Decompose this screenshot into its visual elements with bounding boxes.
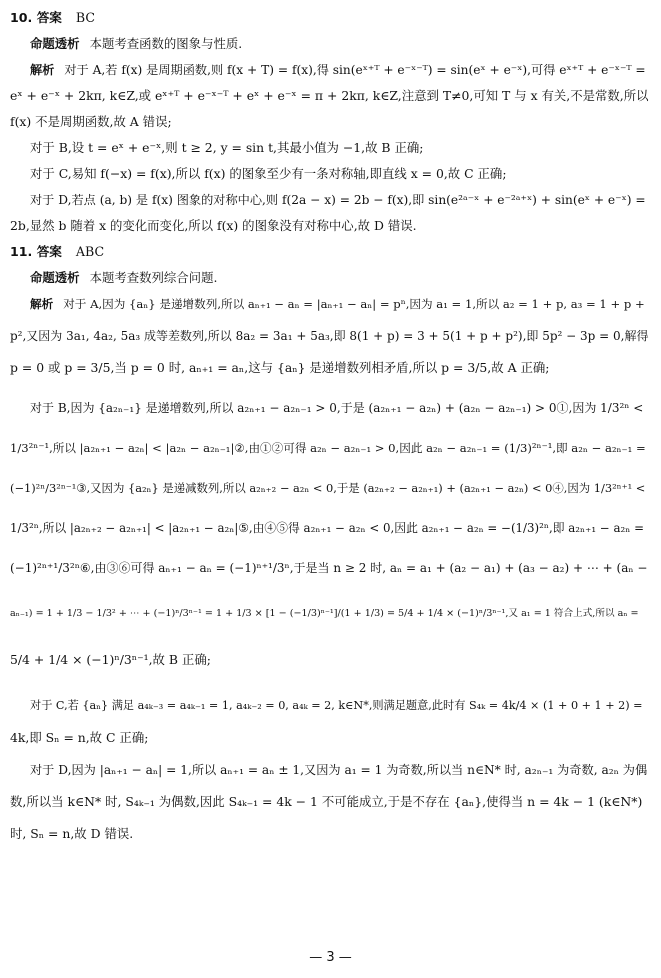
q11-header	[10, 244, 651, 260]
q10-line-4: 对于 C,易知 f(−x) = f(x),所以 f(x) 的图象至少有一条对称轴,即直线 x = 0,故 C 正确;	[30, 166, 507, 181]
q11-line-10: 对于 C,若 {aₙ} 满足 a₄ₖ₋₃ = a₄ₖ₋₁ = 1, a₄ₖ₋₂ = 0, a₄ₖ = 2, k∈N*,则满足题意,此时有 S₄ₖ = 4k/4 × (1 + 0 + 1 + 2) =	[30, 699, 643, 712]
q10-answer: BC	[75, 10, 96, 25]
q10-line-0: 对于 A,若 f(x) 是周期函数,则 f(x + T) = f(x),得 sin(eˣ⁺ᵀ + e⁻ˣ⁻ᵀ) = sin(eˣ + e⁻ˣ),可得 eˣ⁺ᵀ + e⁻ˣ⁻ᵀ =	[64, 63, 646, 77]
q10-line-1: eˣ + e⁻ˣ + 2kπ, k∈Z,或 eˣ⁺ᵀ + e⁻ˣ⁻ᵀ + eˣ + e⁻ˣ = π + 2kπ, k∈Z,注意到 T≠0,可知 T 与 x 有关,不是常数,所以	[10, 88, 649, 103]
q10-analysis	[10, 36, 651, 52]
q10-line-2: f(x) 不是周期函数,故 A 错误;	[10, 114, 172, 129]
q10-line-3: 对于 B,设 t = eˣ + e⁻ˣ,则 t ≥ 2, y = sin t,其最小值为 −1,故 B 正确;	[30, 140, 424, 155]
q11-line-11: 4k,即 Sₙ = n,故 C 正确;	[10, 730, 149, 745]
q11-analysis-text: 本题考查数列综合问题.	[89, 270, 218, 285]
q10-number: 10. 答案	[10, 10, 62, 25]
q11-line-1: p²,又因为 3a₁, 4a₂, 5a₃ 成等差数列,所以 8a₂ = 3a₁ + 5a₃,即 8(1 + p) = 3 + 5(1 + p + p²),即 5p² − 3p = 0,解得	[10, 329, 649, 343]
page-number: — 3 —	[309, 950, 352, 965]
q11-solution-line	[10, 296, 651, 312]
q11-solution-label: 解析	[30, 297, 54, 311]
q11-line-4: 1/3²ⁿ⁻¹,所以 |a₂ₙ₊₁ − a₂ₙ| < |a₂ₙ − a₂ₙ₋₁|②,由①②可得 a₂ₙ − a₂ₙ₋₁ > 0,因此 a₂ₙ − a₂ₙ₋₁ = (1/3)²ⁿ⁻¹,即 a₂ₙ − a₂ₙ₋₁ =	[10, 441, 646, 455]
q11-line-12: 对于 D,因为 |aₙ₊₁ − aₙ| = 1,所以 aₙ₊₁ = aₙ ± 1,又因为 a₁ = 1 为奇数,所以当 n∈N* 时, a₂ₙ₋₁ 为奇数, a₂ₙ 为偶	[30, 763, 648, 777]
q11-line-6: 1/3²ⁿ,所以 |a₂ₙ₊₂ − a₂ₙ₊₁| < |a₂ₙ₊₁ − a₂ₙ|⑤,由④⑤得 a₂ₙ₊₁ − a₂ₙ < 0,因此 a₂ₙ₊₁ − a₂ₙ = −(1/3)²ⁿ,即 a₂ₙ₊₁ − a₂ₙ =	[10, 521, 644, 535]
q10-line-6: 2b,显然 b 随着 x 的变化而变化,所以 f(x) 的图象没有对称中心,故 D 错误.	[10, 218, 417, 233]
q11-line-9: 5/4 + 1/4 × (−1)ⁿ/3ⁿ⁻¹,故 B 正确;	[10, 652, 211, 667]
q10-analysis-label: 命题透析	[30, 36, 80, 51]
q11-analysis	[10, 270, 651, 286]
q10-analysis-text: 本题考查函数的图象与性质.	[89, 36, 243, 51]
q11-line-8: aₙ₋₁) = 1 + 1/3 − 1/3² + ⋯ + (−1)ⁿ/3ⁿ⁻¹ = 1 + 1/3 × [1 − (−1/3)ⁿ⁻¹]/(1 + 1/3) = 5/4 + 1/4 × (−1)ⁿ/3ⁿ⁻¹,又 a₁ = 1 符合上式,所以 aₙ =	[10, 608, 639, 619]
q11-line-2: p = 0 或 p = 3/5,当 p = 0 时, aₙ₊₁ = aₙ,这与 {aₙ} 是递增数列相矛盾,所以 p = 3/5,故 A 正确;	[10, 360, 550, 375]
q10-line-5: 对于 D,若点 (a, b) 是 f(x) 图象的对称中心,则 f(2a − x) = 2b − f(x),即 sin(e²ᵃ⁻ˣ + e⁻²ᵃ⁺ˣ) + sin(eˣ + e⁻ˣ) =	[30, 193, 646, 207]
q11-line-7: (−1)²ⁿ⁺¹/3²ⁿ⑥,由③⑥可得 aₙ₊₁ − aₙ = (−1)ⁿ⁺¹/3ⁿ,于是当 n ≥ 2 时, aₙ = a₁ + (a₂ − a₁) + (a₃ − a₂) + ⋯ + (aₙ −	[10, 561, 648, 575]
q11-line-3: 对于 B,因为 {a₂ₙ₋₁} 是递增数列,所以 a₂ₙ₊₁ − a₂ₙ₋₁ > 0,于是 (a₂ₙ₊₁ − a₂ₙ) + (a₂ₙ − a₂ₙ₋₁) > 0①,因为 1/3²ⁿ <	[30, 401, 644, 415]
q11-line-0: 对于 A,因为 {aₙ} 是递增数列,所以 aₙ₊₁ − aₙ = |aₙ₊₁ − aₙ| = pⁿ,因为 a₁ = 1,所以 a₂ = 1 + p, a₃ = 1 + p +	[63, 297, 645, 311]
q11-line-5: (−1)²ⁿ/3²ⁿ⁻¹③,又因为 {a₂ₙ} 是递减数列,所以 a₂ₙ₊₂ − a₂ₙ < 0,于是 (a₂ₙ₊₂ − a₂ₙ₊₁) + (a₂ₙ₊₁ − a₂ₙ) < 0④,因为 1/3²ⁿ⁺¹ <	[10, 481, 646, 495]
q11-number: 11. 答案	[10, 244, 62, 259]
q11-line-14: 时, Sₙ = n,故 D 错误.	[10, 826, 134, 841]
q11-line-13: 数,所以当 k∈N* 时, S₄ₖ₋₁ 为偶数,因此 S₄ₖ₋₁ = 4k − 1 不可能成立,于是不存在 {aₙ},使得当 n = 4k − 1 (k∈N*)	[10, 794, 643, 809]
q10-solution-line	[10, 62, 651, 78]
q11-answer: ABC	[75, 244, 105, 259]
q10-solution-label: 解析	[30, 63, 55, 77]
q10-header	[10, 10, 651, 26]
q11-analysis-label: 命题透析	[30, 270, 80, 285]
